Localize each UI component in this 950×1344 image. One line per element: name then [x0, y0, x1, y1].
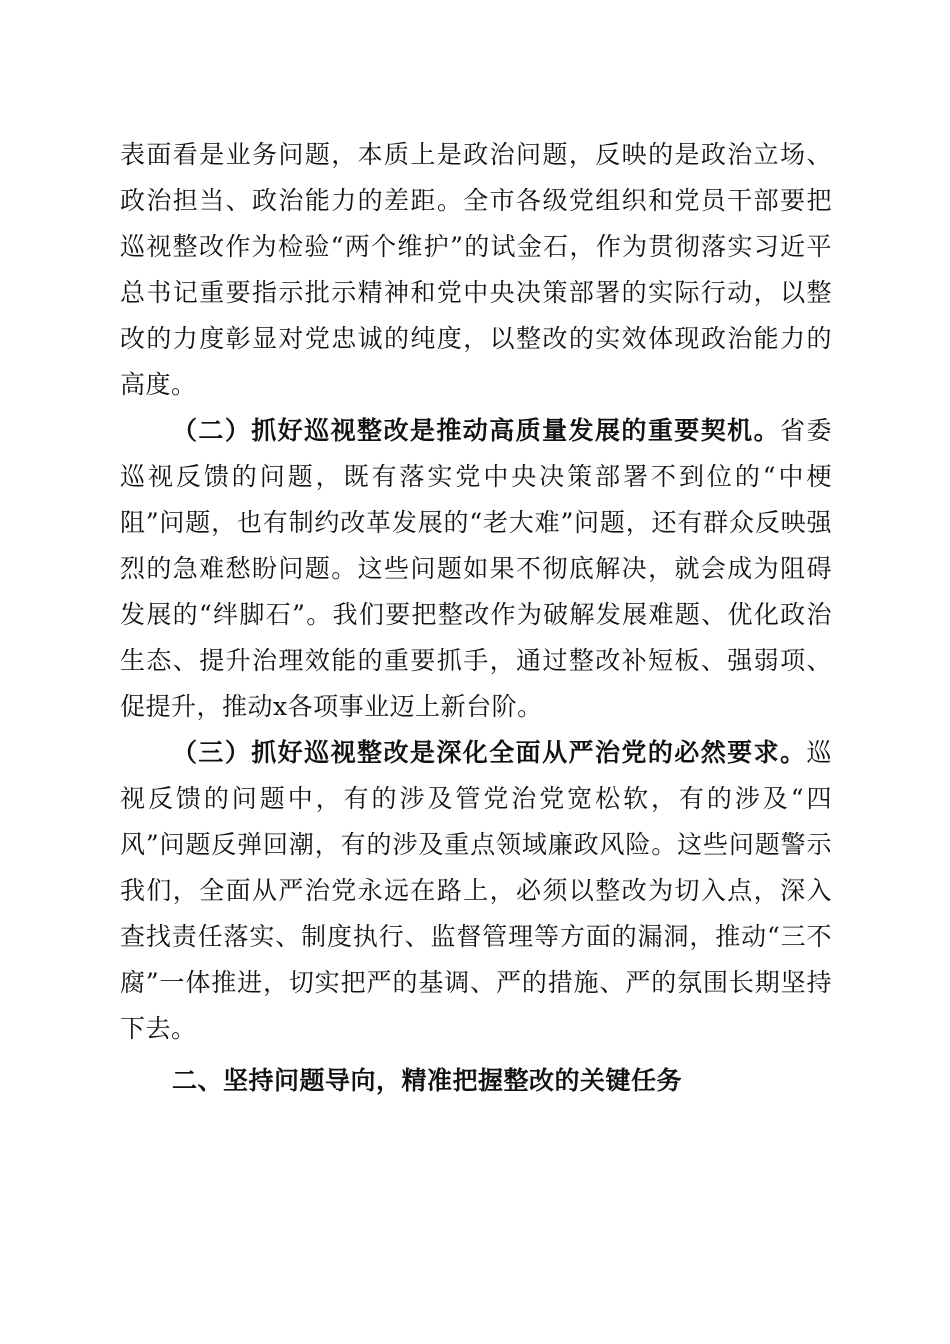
document-body [120, 132, 832, 1104]
paragraph-text: 省委巡视反馈的问题，既有落实党中央决策部署不到位的“中梗阻”问题，也有制约改革发展的“老大难”问题，还有群众反映强烈的急难愁盼问题。这些问题如果不彻底解决，就会成为阻碍发展的“绊脚石”。我们要把整改作为破解发展难题、优化政治生态、提升治理效能的重要抓手，通过整改补短板、强弱项、促提升，推动x各项事业迈上新台阶。 [120, 416, 832, 721]
paragraph-continuation [120, 132, 832, 408]
paragraph-lead-sentence: （三）抓好巡视整改是深化全面从严治党的必然要求。 [172, 738, 807, 767]
section-heading: 二、坚持问题导向，精准把握整改的关键任务 [172, 1066, 683, 1095]
paragraph-section-3 [120, 730, 832, 1052]
paragraph-text: 表面看是业务问题，本质上是政治问题，反映的是政治立场、政治担当、政治能力的差距。全市各级党组织和党员干部要把巡视整改作为检验“两个维护”的试金石，作为贯彻落实习近平总书记重要指示批示精神和党中央决策部署的实际行动，以整改的力度彰显对党忠诚的纯度，以整改的实效体现政治能力的高度。 [120, 140, 832, 399]
paragraph-lead-sentence: （二）抓好巡视整改是推动高质量发展的重要契机。 [172, 416, 781, 445]
paragraph-text: 巡视反馈的问题中，有的涉及管党治党宽松软，有的涉及“四风”问题反弹回潮，有的涉及重点领域廉政风险。这些问题警示我们，全面从严治党永远在路上，必须以整改为切入点，深入查找责任落实、制度执行、监督管理等方面的漏洞，推动“三不腐”一体推进，切实把严的基调、严的措施、严的氛围长期坚持下去。 [120, 738, 832, 1043]
paragraph-section-2 [120, 408, 832, 730]
